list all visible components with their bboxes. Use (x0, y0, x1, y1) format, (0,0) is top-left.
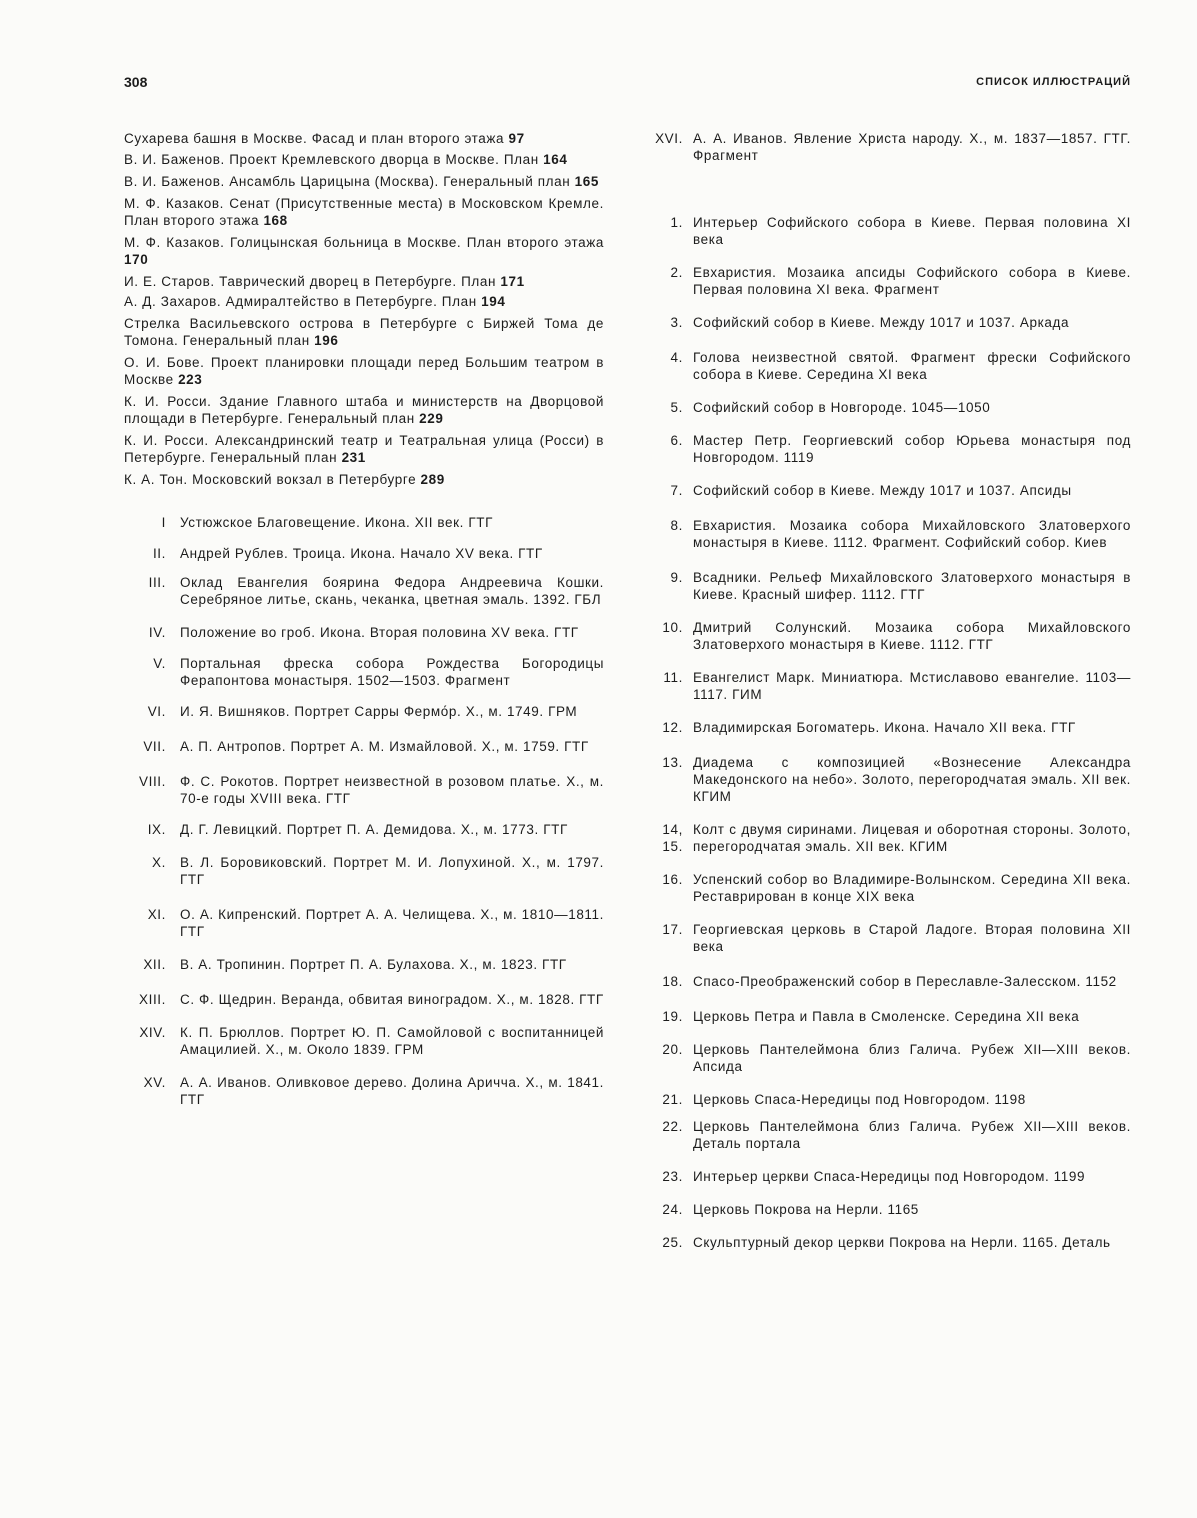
plate-caption: С. Ф. Щедрин. Веранда, обвитая виноградом. Х., м. 1828. ГТГ (180, 992, 604, 1007)
illustration-caption: Евхаристия. Мозаика апсиды Софийского собора в Киеве. Первая половина XI века. Фрагмент (693, 265, 1131, 297)
plate-caption: В. А. Тропинин. Портрет П. А. Булахова. Х., м. 1823. ГТГ (180, 957, 567, 972)
plan-entry (124, 130, 604, 147)
plan-page-ref: 229 (419, 411, 444, 426)
plan-title: А. Д. Захаров. Адмиралтейство в Петербурге. План (124, 294, 477, 309)
plan-page-ref: 194 (481, 294, 506, 309)
plate-number: VII. (143, 739, 166, 754)
illustration-number: 18. (662, 974, 683, 989)
plan-title: М. Ф. Казаков. Голицынская больница в Москве. План второго этажа (124, 235, 604, 250)
plan-page-ref: 171 (500, 274, 525, 289)
illustration-caption: Голова неизвестной святой. Фрагмент фрески Софийского собора в Киеве. Середина XI века (693, 350, 1131, 382)
plate-number: XVI. (655, 131, 683, 146)
plate-caption: Ф. С. Рокотов. Портрет неизвестной в розовом платье. Х., м. 70-е годы XVIII века. ГТГ (180, 774, 604, 806)
illustration-entry (655, 1041, 1131, 1075)
right-column (655, 130, 1131, 1269)
color-plate-entry (124, 991, 604, 1008)
plan-entry (124, 173, 604, 190)
illustration-entry (655, 669, 1131, 703)
illustration-number: 3. (670, 315, 683, 330)
plan-page-ref: 289 (420, 472, 445, 487)
illustration-number: 16. (662, 872, 683, 887)
plan-entry (124, 315, 604, 349)
plan-page-ref: 97 (508, 131, 525, 146)
color-plate-entry (124, 906, 604, 940)
illustration-entry (655, 871, 1131, 905)
illustration-caption: Интерьер церкви Спаса-Нередицы под Новгородом. 1199 (693, 1169, 1086, 1184)
plan-title: К. А. Тон. Московский вокзал в Петербурге (124, 472, 417, 487)
illustration-number: 5. (670, 400, 683, 415)
color-plate-entry (124, 1024, 604, 1058)
illustration-entry (655, 432, 1131, 466)
illustration-caption: Софийский собор в Киеве. Между 1017 и 1037. Апсиды (693, 483, 1072, 498)
illustration-entry (655, 1201, 1131, 1218)
illustration-entry (655, 1118, 1131, 1152)
section-gap (655, 164, 1131, 214)
illustration-entry (655, 399, 1131, 416)
illustration-entry (655, 569, 1131, 603)
plan-entry (124, 273, 604, 290)
illustration-caption: Софийский собор в Киеве. Между 1017 и 1037. Аркада (693, 315, 1070, 330)
illustration-number: 2. (670, 265, 683, 280)
illustration-caption: Церковь Пантелеймона близ Галича. Рубеж XII—XIII веков. Деталь портала (693, 1119, 1131, 1151)
illustration-caption: Церковь Петра и Павла в Смоленске. Середина XII века (693, 1009, 1080, 1024)
plate-number: XIV. (139, 1025, 166, 1040)
illustration-entry (655, 482, 1131, 499)
illustration-number: 23. (662, 1169, 683, 1184)
left-column (124, 130, 604, 1118)
illustration-entry (655, 921, 1131, 955)
plan-entry (124, 293, 604, 310)
color-plate-entry (124, 773, 604, 807)
plan-entry (124, 471, 604, 488)
illustration-caption: Скульптурный декор церкви Покрова на Нерли. 1165. Деталь (693, 1235, 1111, 1250)
plan-page-ref: 170 (124, 252, 149, 267)
illustration-caption: Мастер Петр. Георгиевский собор Юрьева монастыря под Новгородом. 1119 (693, 433, 1131, 465)
illustration-number: 14, 15. (662, 822, 683, 854)
plan-title: К. И. Росси. Александринский театр и Театральная улица (Росси) в Петербурге. Генеральный план (124, 433, 604, 465)
color-plate-entry (124, 854, 604, 888)
illustration-number: 19. (662, 1009, 683, 1024)
plan-entry (124, 432, 604, 466)
illustration-caption: Церковь Спаса-Нередицы под Новгородом. 1198 (693, 1092, 1026, 1107)
plan-title: К. И. Росси. Здание Главного штаба и министерств на Дворцовой площади в Петербурге. Генеральный план (124, 394, 604, 426)
illustration-caption: Георгиевская церковь в Старой Ладоге. Вторая половина XII века (693, 922, 1131, 954)
illustration-caption: Дмитрий Солунский. Мозаика собора Михайловского Златоверхого монастыря в Киеве. 1112. ГТГ (693, 620, 1131, 652)
plan-title: М. Ф. Казаков. Сенат (Присутственные места) в Московском Кремле. План второго этажа (124, 196, 604, 228)
illustration-number: 11. (663, 670, 683, 685)
plate-number: V. (153, 656, 166, 671)
color-plate-entry (124, 655, 604, 689)
illustration-caption: Софийский собор в Новгороде. 1045—1050 (693, 400, 991, 415)
plate-number: I (161, 515, 166, 530)
plan-title: Сухарева башня в Москве. Фасад и план второго этажа (124, 131, 505, 146)
illustration-number: 8. (670, 518, 683, 533)
plate-number: IV. (148, 625, 166, 640)
plan-entry (124, 195, 604, 229)
illustration-number: 1. (670, 215, 683, 230)
illustration-number: 6. (670, 433, 683, 448)
illustration-caption: Диадема с композицией «Вознесение Александра Македонского на небо». Золото, перегородчатая эмаль. XII век. КГИМ (693, 755, 1131, 804)
plate-number: IX. (147, 822, 166, 837)
plate-caption: К. П. Брюллов. Портрет Ю. П. Самойловой с воспитанницей Амацилией. Х., м. Около 1839. ГРМ (180, 1025, 604, 1057)
illustration-number: 4. (670, 350, 683, 365)
color-plate-entry (124, 574, 604, 608)
color-plate-entry (124, 545, 604, 562)
running-title: СПИСОК ИЛЛЮСТРАЦИЙ (976, 76, 1131, 88)
plan-page-ref: 164 (543, 152, 568, 167)
illustration-entry (655, 821, 1131, 855)
plate-number: II. (152, 546, 166, 561)
color-plate-entry (124, 1074, 604, 1108)
plate-number: XII. (143, 957, 166, 972)
illustration-entry (655, 349, 1131, 383)
illustration-number: 7. (670, 483, 683, 498)
plan-entry (124, 151, 604, 168)
plate-caption: Д. Г. Левицкий. Портрет П. А. Демидова. Х., м. 1773. ГТГ (180, 822, 568, 837)
plan-title: В. И. Баженов. Ансамбль Царицына (Москва). Генеральный план (124, 174, 571, 189)
color-plate-entry (124, 703, 604, 720)
illustration-entry (655, 517, 1131, 551)
plate-caption: И. Я. Вишняков. Портрет Сарры Фермо́р. Х., м. 1749. ГРМ (180, 704, 578, 719)
page-number: 308 (124, 74, 148, 90)
plate-caption: Портальная фреска собора Рождества Богородицы Ферапонтова монастыря. 1502—1503. Фрагмент (180, 656, 604, 688)
illustration-number: 9. (670, 570, 683, 585)
plan-entry (124, 354, 604, 388)
plan-title: И. Е. Старов. Таврический дворец в Петербурге. План (124, 274, 497, 289)
illustration-caption: Церковь Покрова на Нерли. 1165 (693, 1202, 919, 1217)
plan-page-ref: 231 (341, 450, 366, 465)
illustration-entry (655, 619, 1131, 653)
plan-title: В. И. Баженов. Проект Кремлевского дворца в Москве. План (124, 152, 539, 167)
illustration-number: 17. (662, 922, 683, 937)
illustration-caption: Владимирская Богоматерь. Икона. Начало XII века. ГТГ (693, 720, 1076, 735)
illustration-caption: Колт с двумя сиринами. Лицевая и оборотная стороны. Золото, перегородчатая эмаль. XII век. КГИМ (693, 822, 1131, 854)
illustration-caption: Всадники. Рельеф Михайловского Златоверхого монастыря в Киеве. Красный шифер. 1112. ГТГ (693, 570, 1131, 602)
plan-page-ref: 165 (574, 174, 599, 189)
plan-page-ref: 223 (178, 372, 203, 387)
plan-entry (124, 234, 604, 268)
plate-caption: Положение во гроб. Икона. Вторая половина XV века. ГТГ (180, 625, 579, 640)
illustration-caption: Евангелист Марк. Миниатюра. Мстиславово евангелие. 1103—1117. ГИМ (693, 670, 1131, 702)
plan-entry (124, 393, 604, 427)
illustration-entry (655, 314, 1131, 331)
illustration-number: 10. (662, 620, 683, 635)
illustration-caption: Евхаристия. Мозаика собора Михайловского Златоверхого монастыря в Киеве. 1112. Фрагмент. Софийский собор. Киев (693, 518, 1131, 550)
illustration-caption: Интерьер Софийского собора в Киеве. Первая половина XI века (693, 215, 1131, 247)
illustration-caption: Церковь Пантелеймона близ Галича. Рубеж XII—XIII веков. Апсида (693, 1042, 1131, 1074)
illustration-entry (655, 1234, 1131, 1251)
plate-caption: В. Л. Боровиковский. Портрет М. И. Лопухиной. Х., м. 1797. ГТГ (180, 855, 604, 887)
illustration-entry (655, 1091, 1131, 1108)
illustration-number: 24. (662, 1202, 683, 1217)
color-plate-entry (655, 130, 1131, 164)
illustration-entry (655, 973, 1131, 990)
section-gap (124, 493, 604, 514)
plan-page-ref: 196 (314, 333, 339, 348)
color-plate-entry (124, 956, 604, 973)
illustration-entry (655, 754, 1131, 805)
illustration-entry (655, 1168, 1131, 1185)
color-plate-entry (124, 514, 604, 531)
color-plate-entry (124, 624, 604, 641)
plate-number: XV. (143, 1075, 166, 1090)
plate-caption: Андрей Рублев. Троица. Икона. Начало XV века. ГТГ (180, 546, 543, 561)
plate-caption: О. А. Кипренский. Портрет А. А. Челищева. Х., м. 1810—1811. ГТГ (180, 907, 604, 939)
plate-number: VIII. (138, 774, 166, 789)
illustration-number: 13. (662, 755, 683, 770)
illustration-entry (655, 214, 1131, 248)
plate-number: X. (152, 855, 166, 870)
plate-caption: А. А. Иванов. Оливковое дерево. Долина Аричча. Х., м. 1841. ГТГ (180, 1075, 604, 1107)
plate-number: III. (148, 575, 166, 590)
illustration-caption: Спасо-Преображенский собор в Переславле-Залесском. 1152 (693, 974, 1117, 989)
illustration-number: 12. (662, 720, 683, 735)
plate-caption: Устюжское Благовещение. Икона. XII век. ГТГ (180, 515, 494, 530)
color-plate-entry (124, 821, 604, 838)
illustration-caption: Успенский собор во Владимире-Волынском. Середина XII века. Реставрирован в конце XIX века (693, 872, 1131, 904)
plan-title: О. И. Бове. Проект планировки площади перед Большим театром в Москве (124, 355, 604, 387)
illustration-entry (655, 1008, 1131, 1025)
illustration-number: 20. (662, 1042, 683, 1057)
plan-title: Стрелка Васильевского острова в Петербурге с Биржей Тома де Томона. Генеральный план (124, 316, 604, 348)
illustration-entry (655, 719, 1131, 736)
plate-number: XI. (147, 907, 166, 922)
plate-caption: Оклад Евангелия боярина Федора Андреевича Кошки. Серебряное литье, скань, чеканка, цветная эмаль. 1392. ГБЛ (180, 575, 604, 607)
illustration-number: 25. (662, 1235, 683, 1250)
plate-caption: А. А. Иванов. Явление Христа народу. Х., м. 1837—1857. ГТГ. Фрагмент (693, 131, 1131, 163)
illustration-entry (655, 264, 1131, 298)
illustration-number: 22. (662, 1119, 683, 1134)
illustration-number: 21. (662, 1092, 683, 1107)
plate-number: XIII. (138, 992, 166, 1007)
color-plate-entry (124, 738, 604, 755)
plate-number: VI. (147, 704, 166, 719)
plan-page-ref: 168 (263, 213, 288, 228)
plate-caption: А. П. Антропов. Портрет А. М. Измайловой. Х., м. 1759. ГТГ (180, 739, 589, 754)
